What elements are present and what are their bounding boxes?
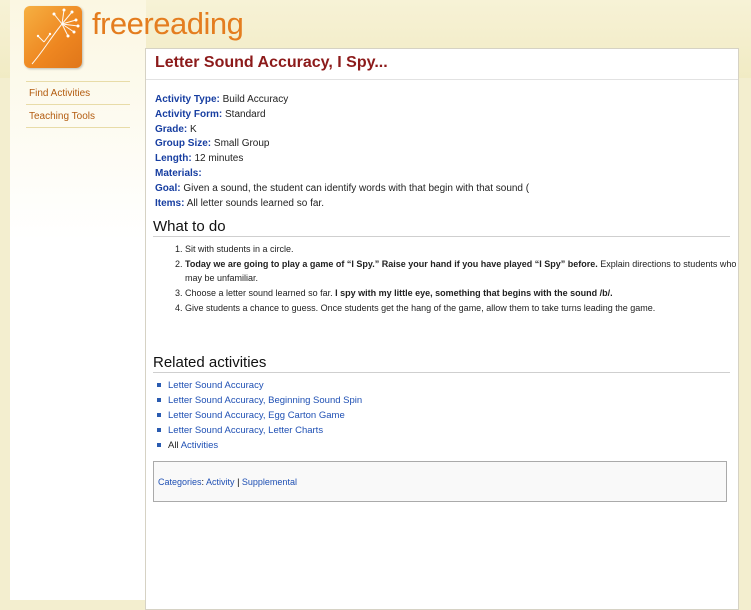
- categories-divider: |: [234, 477, 242, 487]
- activity-properties: [155, 93, 529, 211]
- related-link[interactable]: Letter Sound Accuracy, Beginning Sound Spin: [168, 395, 363, 406]
- step-script: I spy with my little eye, something that begins with the sound /b/.: [335, 288, 613, 298]
- list-item: [185, 286, 747, 300]
- step-text: Explain directions to students who may be unfamiliar.: [185, 259, 737, 283]
- prop-key: Activity Type:: [155, 94, 220, 105]
- all-activities-link[interactable]: Activities: [180, 440, 219, 451]
- prop-value: Standard: [225, 108, 266, 120]
- prop-value: 12 minutes: [194, 153, 244, 165]
- related-link[interactable]: Letter Sound Accuracy, Egg Carton Game: [168, 410, 345, 421]
- prop-activity-form: [155, 108, 529, 123]
- section-heading-related: Related activities: [153, 354, 730, 373]
- prop-group-size: [155, 137, 529, 152]
- related-list: [155, 378, 362, 453]
- step-text: Sit with students in a circle.: [185, 244, 294, 254]
- prop-key: Activity Form:: [155, 108, 223, 120]
- list-item: [155, 393, 362, 408]
- category-link-supplemental[interactable]: Supplemental: [241, 477, 297, 487]
- prop-value: Small Group: [213, 138, 270, 150]
- list-item: [155, 438, 362, 453]
- sidebar-nav: [26, 81, 130, 128]
- related-link[interactable]: Letter Sound Accuracy: [168, 380, 264, 391]
- title-divider: [146, 79, 738, 80]
- prop-key: Goal:: [155, 182, 181, 194]
- prop-length: [155, 152, 529, 167]
- prop-key: Items:: [155, 197, 185, 209]
- prop-key: Length:: [155, 153, 192, 165]
- prop-materials: [155, 167, 529, 182]
- prop-activity-type: [155, 93, 529, 108]
- sidebar-item-find-activities[interactable]: Find Activities: [26, 81, 130, 104]
- section-heading-what-to-do: What to do: [153, 218, 730, 237]
- list-item: [155, 408, 362, 423]
- steps-list: [159, 242, 747, 316]
- dandelion-logo-icon[interactable]: [24, 6, 82, 68]
- prop-value: Build Accuracy: [222, 94, 289, 105]
- page-title: Letter Sound Accuracy, I Spy...: [155, 54, 388, 71]
- sidebar-item-teaching-tools[interactable]: Teaching Tools: [26, 104, 130, 128]
- categories-box: [153, 461, 727, 502]
- prop-value: K: [190, 123, 197, 135]
- list-item: [185, 301, 747, 315]
- prop-grade: [155, 123, 529, 138]
- categories-label-link[interactable]: Categories: [158, 477, 202, 487]
- categories-sep: :: [201, 477, 207, 487]
- step-script: Today we are going to play a game of “I Spy.” Raise your hand if you have played “I Spy” before.: [185, 259, 598, 269]
- prop-key: Grade:: [155, 123, 188, 135]
- list-item: [185, 242, 747, 256]
- list-item: [185, 257, 747, 285]
- prop-key: Materials:: [155, 167, 202, 179]
- prop-goal: [155, 182, 529, 197]
- step-text: Choose a letter sound learned so far.: [185, 288, 336, 298]
- step-text: Give students a chance to guess. Once students get the hang of the game, allow them to take turns leading the game.: [185, 303, 656, 313]
- prop-value: Given a sound, the student can identify words with that begin with that sound (: [183, 182, 530, 194]
- prop-value: All letter sounds learned so far.: [186, 197, 324, 209]
- prop-items: [155, 197, 529, 212]
- related-link[interactable]: Letter Sound Accuracy, Letter Charts: [168, 425, 324, 436]
- list-item: [155, 423, 362, 438]
- site-logo-text[interactable]: freereading: [92, 6, 244, 41]
- content-panel: [145, 48, 739, 610]
- prop-key: Group Size:: [155, 138, 212, 150]
- all-prefix: All: [168, 440, 179, 451]
- category-link-activity[interactable]: Activity: [206, 477, 235, 487]
- list-item: [155, 378, 362, 393]
